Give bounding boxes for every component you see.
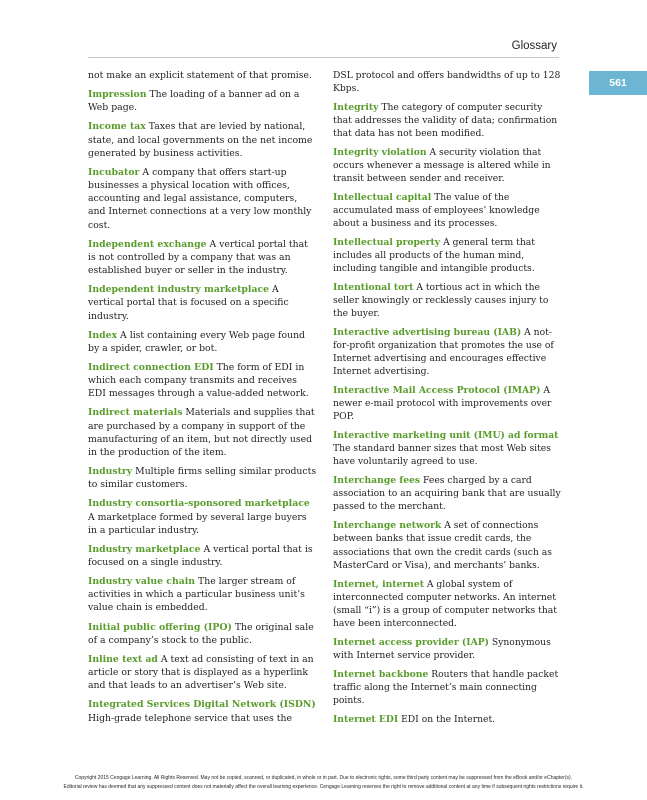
glossary-entry [333,578,562,630]
glossary-entry [88,406,317,459]
glossary-term: Income tax [88,121,146,133]
glossary-entry [333,236,562,275]
glossary-term: Indirect materials [88,407,183,419]
glossary-definition: A vertical portal that is not controlled by a company that was an established buyer or seller in the industry. [88,238,308,277]
glossary-entry [333,281,562,320]
glossary-term: Integrated Services Digital Network (ISDN) [88,699,316,711]
glossary-definition: EDI on the Internet. [401,713,496,725]
glossary-entry [333,668,562,707]
glossary-term: Internet, internet [333,578,424,590]
glossary-term: Industry consortia-sponsored marketplace [88,498,310,510]
page-header-title: Glossary [511,40,557,52]
glossary-term: Initial public offering (IPO) [88,621,232,633]
glossary-definition: The larger stream of activities in which a particular business unit’s value chain is embedded. [88,576,305,614]
glossary-entry [333,146,562,185]
glossary-entry [333,101,562,140]
glossary-term: Incubator [88,166,140,178]
right-entry-list [333,101,562,726]
glossary-entry [88,329,317,355]
glossary-definition: The loading of a banner ad on a Web page. [88,89,300,114]
glossary-definition: Taxes that are levied by national, state, and local governments on the net income generated by business activities. [88,121,313,159]
glossary-term: Independent exchange [88,238,207,250]
glossary-entry [88,465,317,491]
glossary-term: Integrity violation [333,147,427,159]
glossary-entry [88,238,317,277]
glossary-entry [88,543,317,569]
glossary-term: Interactive marketing unit (IMU) ad format [333,430,559,442]
glossary-definition: The value of the accumulated mass of employees’ knowledge about a business and its processes. [333,192,540,230]
left-entry-list [88,88,317,725]
glossary-definition: A tortious act in which the seller knowingly or recklessly causes injury to the buyer. [333,282,549,320]
glossary-entry [333,429,562,468]
glossary-definition: A general term that includes all products of the human mind, including tangible and intangible products. [333,237,535,275]
glossary-entry [88,361,317,400]
glossary-definition: A company that offers start-up businesses a physical location with offices, accounting and legal assistance, computers, and Internet connections at a very low monthly cost. [88,166,312,231]
glossary-entry [88,88,317,114]
glossary-definition: Multiple firms selling similar products to similar customers. [88,466,317,491]
glossary-term: Interchange fees [333,475,421,487]
glossary-term: Interactive Mail Access Protocol (IMAP) [333,385,541,397]
glossary-definition: The form of EDI in which each company transmits and receives EDI messages through a value-added network. [88,361,309,400]
glossary-term: Industry marketplace [88,543,201,555]
glossary-term: Internet access provider (IAP) [333,636,489,648]
glossary-definition: A security violation that occurs whenever a message is altered while in transit between sender and receiver. [333,147,551,185]
glossary-entry [333,713,562,726]
glossary-definition: The original sale of a company’s stock to the public. [88,621,314,646]
glossary-term: Internet EDI [333,713,399,725]
glossary-entry [333,384,562,423]
glossary-term: Intellectual property [333,237,441,249]
glossary-definition: A list containing every Web page found by a spider, crawler, or bot. [88,329,306,354]
glossary-definition: A marketplace formed by several large buyers in a particular industry. [88,511,307,536]
glossary-definition: Routers that handle packet traffic along the Internet’s main connecting points. [333,668,559,706]
glossary-term: Interactive advertising bureau (IAB) [333,327,522,339]
glossary-definition: A vertical portal that is focused on a specific industry. [88,284,289,322]
glossary-term: Intentional tort [333,282,414,294]
glossary-entry [88,283,317,322]
glossary-term: Internet backbone [333,668,429,680]
glossary-entry [88,653,317,692]
glossary-term: Interchange network [333,520,442,532]
header-divider [88,57,559,58]
glossary-entry [333,636,562,662]
glossary-entry [88,497,317,536]
copyright-notice: Copyright 2015 Cengage Learning. All Rights Reserved. May not be copied, scanned, or duplicated, in whole or in part. Due to electronic rights, some third party content may be suppressed from the eBook and/or eChapter(s). [74,775,573,781]
glossary-right-column [333,69,562,732]
glossary-term: Industry value chain [88,576,196,588]
glossary-definition: Fees charged by a card association to an acquiring bank that are usually passed to the merchant. [333,475,561,513]
glossary-definition: A global system of interconnected computer networks. An internet (small “i”) is a group of computer networks that have been interconnected. [333,578,557,629]
glossary-term: Indirect connection EDI [88,361,214,373]
glossary-entry [88,575,317,614]
glossary-definition: The standard banner sizes that most Web sites have voluntarily agreed to use. [333,443,551,468]
glossary-term: Impression [88,89,147,101]
page-number-tab: 561 [589,71,647,95]
glossary-definition: High-grade telephone service that uses the [88,712,292,724]
glossary-entry [333,474,562,513]
continued-definition: DSL protocol and offers bandwidths of up to 128 Kbps. [333,70,561,95]
glossary-definition: A newer e-mail protocol with improvements over POP. [333,385,552,423]
glossary-entry [333,326,562,378]
glossary-definition: A set of connections between banks that issue credit cards, the associations that own the credit cards (such as MasterCard or Visa), and merchants’ banks. [333,520,552,571]
glossary-definition: A not-for-profit organization that promotes the use of Internet advertising and encourages effective Internet advertising. [333,327,554,378]
glossary-term: Industry [88,466,133,478]
glossary-definition: The category of computer security that addresses the validity of data; confirmation that data has not been modified. [333,102,558,140]
glossary-term: Index [88,329,118,341]
glossary-definition: A vertical portal that is focused on a single industry. [88,543,313,568]
glossary-term: Integrity [333,102,379,114]
glossary-entry [88,698,317,724]
glossary-entry [333,191,562,230]
glossary-term: Independent industry marketplace [88,284,270,296]
continued-definition: not make an explicit statement of that promise. [88,70,312,81]
glossary-term: Inline text ad [88,653,158,665]
editorial-notice: Editorial review has deemed that any suppressed content does not materially affect the overall learning experience. Cengage Learning reserves the right to remove additional content at any time if subsequent rights restrictions require it. [63,784,584,790]
glossary-definition: A text ad consisting of text in an article or story that is displayed as a hyperlink and that leads to an advertiser’s Web site. [88,653,314,692]
glossary-entry [88,120,317,159]
glossary-entry [333,519,562,571]
glossary-entry [88,166,317,232]
glossary-definition: Materials and supplies that are purchased by a company in support of the manufacturing of an item, but not directly used in the production of the item. [88,407,315,458]
glossary-term: Intellectual capital [333,192,432,204]
glossary-entry [88,621,317,647]
glossary-left-column [88,69,317,731]
glossary-definition: Synonymous with Internet service provider. [333,636,551,661]
